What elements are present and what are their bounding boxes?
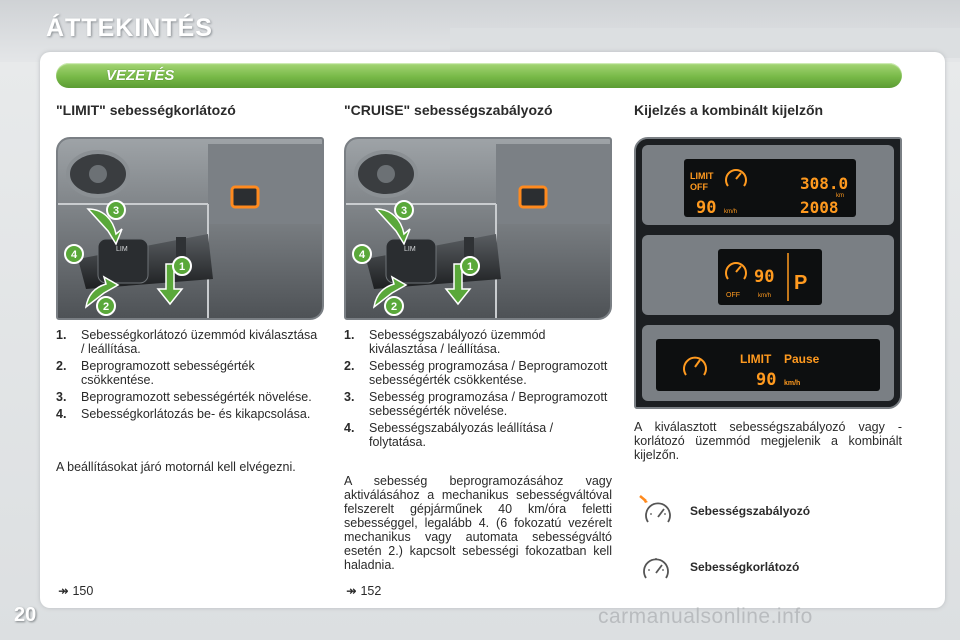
svg-text:2008: 2008: [800, 198, 839, 217]
list-item: 2. Beprogramozott sebességérték csökkentése.: [56, 359, 255, 387]
limit-stalk-photo: [56, 137, 324, 320]
svg-text:OFF: OFF: [726, 292, 740, 299]
callout-4: [353, 245, 371, 263]
list-item: 4. Sebességkorlátozás be- és kikapcsolása.: [56, 407, 311, 421]
legend-label-cruise: Sebességszabályozó: [690, 504, 811, 518]
watermark: carmanualsonline.info: [598, 605, 813, 628]
svg-text:LIMIT: LIMIT: [740, 352, 772, 366]
display-note: A kiválasztott sebességszabályozó vagy -korlátozó üzemmód megjelenik a kombinált kijelzőn.: [634, 420, 902, 462]
list-item: 3. Beprogramozott sebességérték növelése.: [56, 390, 312, 404]
svg-text:P: P: [794, 272, 808, 294]
callout-2: [385, 297, 403, 315]
svg-text:90: 90: [756, 370, 777, 390]
cruise-stalk-photo: [344, 137, 612, 320]
page-number: 20: [14, 604, 37, 626]
svg-text:OFF: OFF: [690, 182, 708, 192]
svg-text:km/h: km/h: [758, 293, 772, 299]
svg-text:2: 2: [390, 301, 398, 313]
limit-heading: "LIMIT" sebességkorlátozó: [56, 102, 236, 118]
page-reference-arrow-icon: ↠: [58, 584, 69, 598]
svg-text:km/h: km/h: [784, 380, 801, 387]
legend-cruise: [638, 494, 898, 528]
svg-text:km: km: [836, 193, 844, 199]
callout-3: [107, 201, 125, 219]
list-item: 4. Sebességszabályozás leállítása / folytatása.: [344, 421, 554, 449]
svg-text:3: 3: [400, 205, 408, 217]
legend-limiter: [638, 550, 898, 584]
svg-text:3: 3: [112, 205, 120, 217]
svg-text:90: 90: [696, 198, 717, 218]
limit-page-reference[interactable]: ↠ 150: [58, 584, 94, 598]
list-item: 3. Sebesség programozása / Beprogramozott sebességérték növelése.: [344, 390, 608, 418]
list-item: 2. Sebesség programozása / Beprogramozott sebességérték csökkentése.: [344, 359, 608, 387]
svg-text:308.0: 308.0: [800, 174, 849, 193]
svg-text:1: 1: [178, 261, 186, 273]
cluster-display-photo: [634, 137, 902, 409]
list-item: 1. Sebességkorlátozó üzemmód kiválasztása / leállítása.: [56, 328, 318, 356]
page-reference-arrow-icon: ↠: [346, 584, 357, 598]
svg-text:90: 90: [754, 267, 775, 287]
section-title: VEZETÉS: [106, 67, 175, 84]
callout-2: [97, 297, 115, 315]
display-heading: Kijelzés a kombinált kijelzőn: [634, 102, 824, 118]
speed-limiter-speedometer-icon: [638, 550, 678, 584]
cruise-page-reference[interactable]: ↠ 152: [346, 584, 382, 598]
callout-3: [395, 201, 413, 219]
list-item: 1. Sebességszabályozó üzemmód kiválasztása / leállítása.: [344, 328, 546, 356]
svg-text:Pause: Pause: [784, 352, 820, 366]
svg-text:4: 4: [358, 249, 366, 261]
page-title: ÁTTEKINTÉS: [46, 14, 213, 42]
callout-1: [173, 257, 191, 275]
svg-text:4: 4: [70, 249, 78, 261]
svg-text:km/h: km/h: [724, 209, 738, 215]
limit-steps-list: [56, 328, 324, 424]
svg-text:LIMIT: LIMIT: [690, 171, 714, 181]
legend-label-limiter: Sebességkorlátozó: [690, 560, 800, 574]
stalk-marking: LIM: [404, 246, 416, 253]
limit-note: A beállításokat járó motornál kell elvégezni.: [56, 460, 296, 474]
stalk-marking: LIM: [116, 246, 128, 253]
cruise-note: A sebesség beprogramozásához vagy aktiválásához a mechanikus sebességváltóval felszerelt gépjárműnek 40 km/óra feletti sebességgel, legalább 4. (6 fokozatú vezérelt mechanikus vagy automata sebességváltó esetén 2.) kapcsolt sebességi fokozatban kell haladnia.: [344, 474, 612, 572]
svg-text:2: 2: [102, 301, 110, 313]
svg-text:1: 1: [466, 261, 474, 273]
cruise-control-speedometer-icon: [638, 494, 678, 528]
section-bar: [56, 63, 902, 88]
callout-1: [461, 257, 479, 275]
cruise-heading: "CRUISE" sebességszabályozó: [344, 102, 553, 118]
callout-4: [65, 245, 83, 263]
cruise-steps-list: [344, 328, 612, 452]
